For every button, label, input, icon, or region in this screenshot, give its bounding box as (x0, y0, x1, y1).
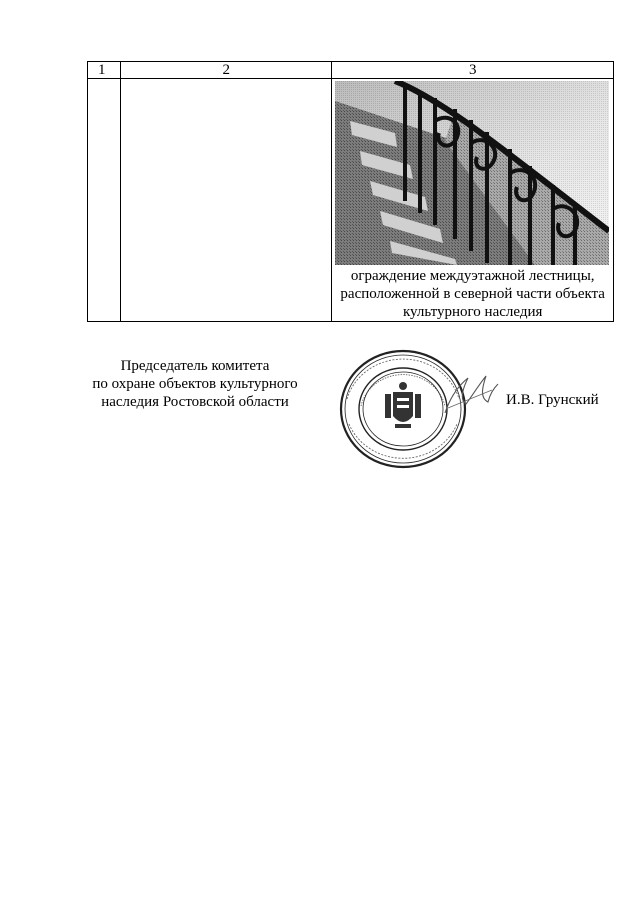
signatory-title (80, 357, 310, 411)
handwritten-signature (440, 368, 500, 423)
header-col-3: 3 (332, 62, 614, 79)
row-cell-1 (88, 79, 121, 322)
caption-line-1: ограждение междуэтажной лестницы, (350, 268, 595, 284)
staircase-railing-photo (335, 81, 609, 265)
objects-table (87, 61, 614, 322)
header-col-2: 2 (121, 62, 332, 79)
photo-caption (332, 267, 613, 321)
caption-line-2: расположенной в северной части объекта (340, 286, 605, 302)
row-cell-3 (332, 79, 614, 322)
header-col-1: 1 (88, 62, 121, 79)
row-cell-2 (121, 79, 332, 322)
signatory-title-line-3: наследия Ростовской области (101, 394, 289, 410)
signatory-title-line-1: Председатель комитета (120, 358, 270, 374)
table-row (88, 79, 614, 322)
table-header-row (88, 62, 614, 79)
signatory-title-line-2: по охране объектов культурного (92, 376, 298, 392)
caption-line-3: культурного наследия (402, 304, 543, 320)
signatory-name: И.В. Грунский (506, 392, 599, 408)
